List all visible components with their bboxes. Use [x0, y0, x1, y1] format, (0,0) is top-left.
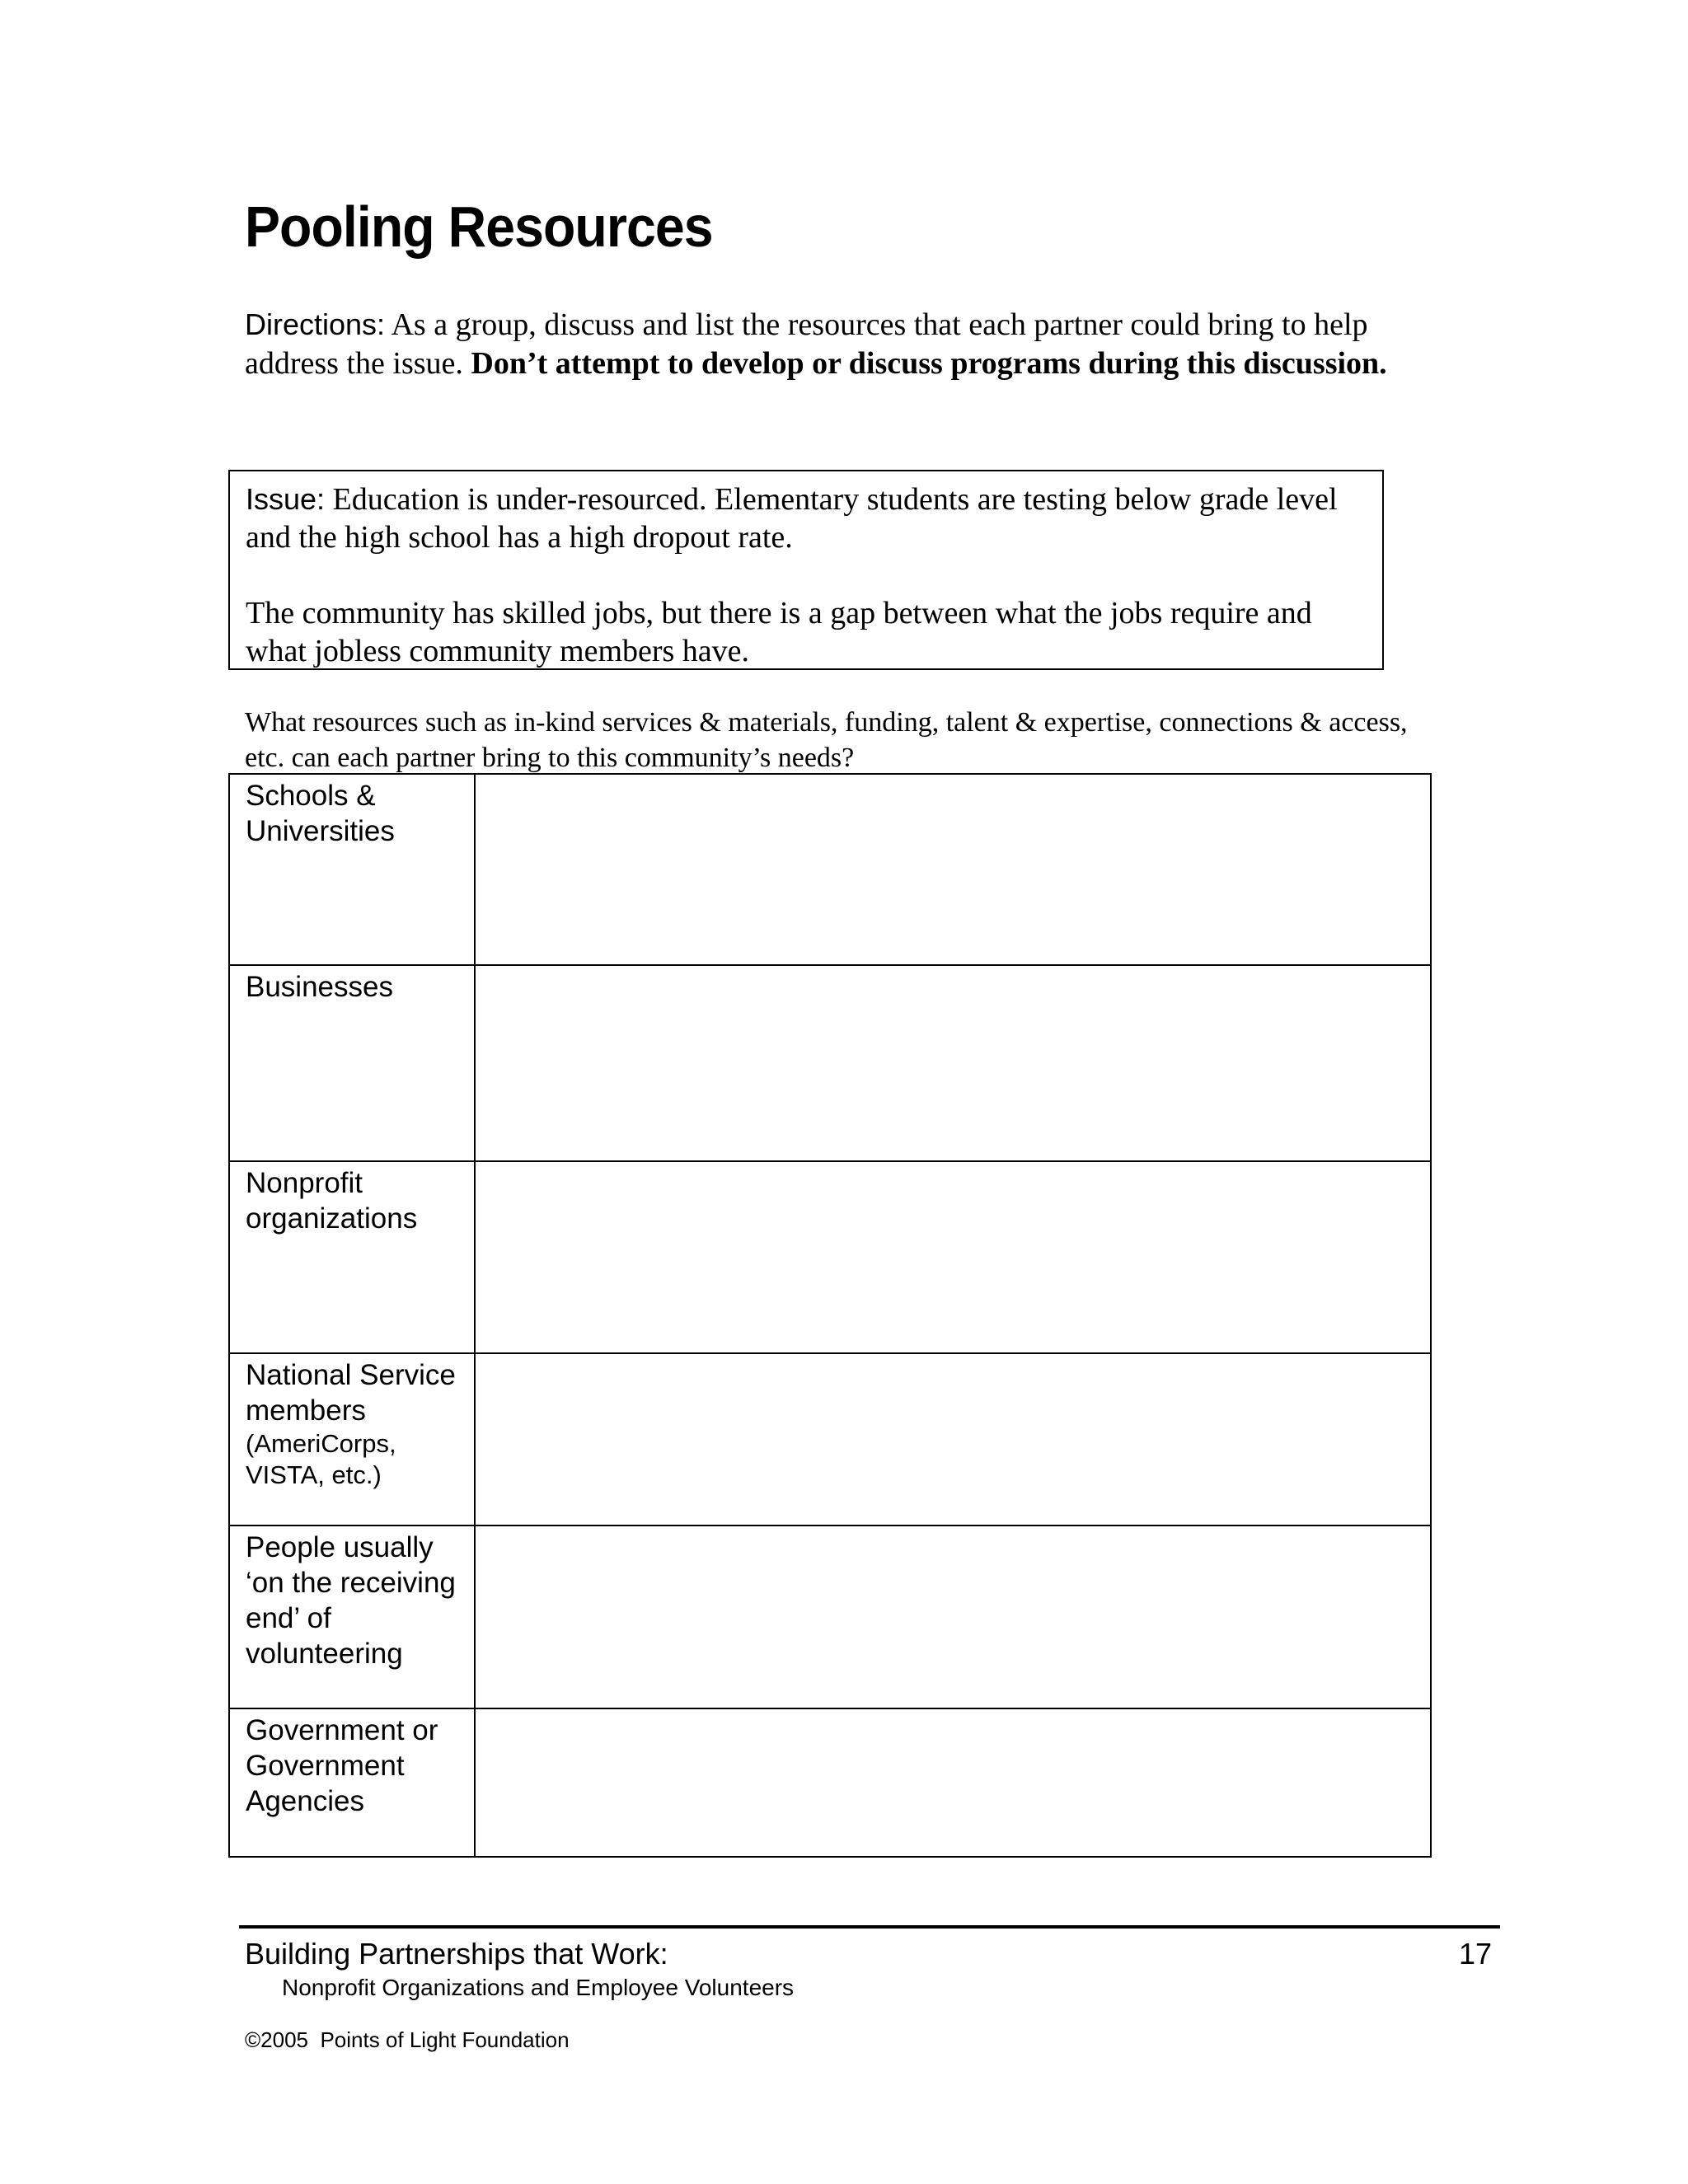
partner-label	[229, 1161, 475, 1353]
partner-label-text: People usually ‘on the receiving end’ of volunteering	[246, 1531, 456, 1670]
partner-label	[229, 1353, 475, 1526]
page-title: Pooling Resources	[245, 194, 713, 259]
directions-label: Directions:	[245, 307, 386, 341]
resource-response-cell[interactable]	[475, 1161, 1431, 1353]
directions-paragraph	[245, 305, 1415, 383]
partner-label-note: (AmeriCorps, VISTA, etc.)	[246, 1429, 396, 1489]
partner-label-text: Nonprofit organizations	[246, 1167, 418, 1235]
resource-response-cell[interactable]	[475, 774, 1431, 965]
partner-label	[229, 1708, 475, 1857]
partner-label-text: Schools & Universities	[246, 780, 395, 847]
page-number: 17	[1458, 1937, 1492, 1971]
resource-response-cell[interactable]	[475, 1353, 1431, 1526]
partner-resources-table	[228, 773, 1432, 1858]
resource-response-cell[interactable]	[475, 1526, 1431, 1708]
copyright-notice: ©2005 Points of Light Foundation	[245, 2027, 570, 2052]
resource-response-cell[interactable]	[475, 965, 1431, 1161]
footer-subtitle: Nonprofit Organizations and Employee Volunteers	[282, 1975, 795, 2000]
issue-paragraph-1	[246, 480, 1367, 556]
partner-label-text: National Service members	[246, 1359, 456, 1427]
partner-label	[229, 1526, 475, 1708]
directions-emphasis: Don’t attempt to develop or discuss programs during this discussion.	[471, 346, 1387, 381]
resources-question: What resources such as in-kind services & materials, funding, talent & expertise, connections & access, etc. can each partner bring to this community’s needs?	[245, 707, 1408, 773]
table-row	[229, 1161, 1431, 1353]
table-row	[229, 1708, 1431, 1857]
issue-label: Issue:	[246, 482, 326, 516]
issue-text-1: Education is under-resourced. Elementary students are testing below grade level and the high school has a high dropout rate.	[246, 482, 1338, 555]
table-row	[229, 774, 1431, 965]
footer-title: Building Partnerships that Work:	[245, 1937, 668, 1971]
partner-label	[229, 774, 475, 965]
directions-text: As a group, discuss and list the resources that each partner could bring to help address the issue.	[245, 307, 1368, 381]
issue-box	[228, 470, 1384, 670]
partner-label-text: Government or Government Agencies	[246, 1714, 438, 1817]
resource-response-cell[interactable]	[475, 1708, 1431, 1857]
footer-divider	[239, 1925, 1500, 1929]
table-row	[229, 1526, 1431, 1708]
partner-label	[229, 965, 475, 1161]
table-row	[229, 965, 1431, 1161]
issue-paragraph-2: The community has skilled jobs, but there is a gap between what the jobs require and what jobless community members have.	[246, 596, 1312, 668]
partner-label-text: Businesses	[246, 971, 393, 1003]
table-row	[229, 1353, 1431, 1526]
